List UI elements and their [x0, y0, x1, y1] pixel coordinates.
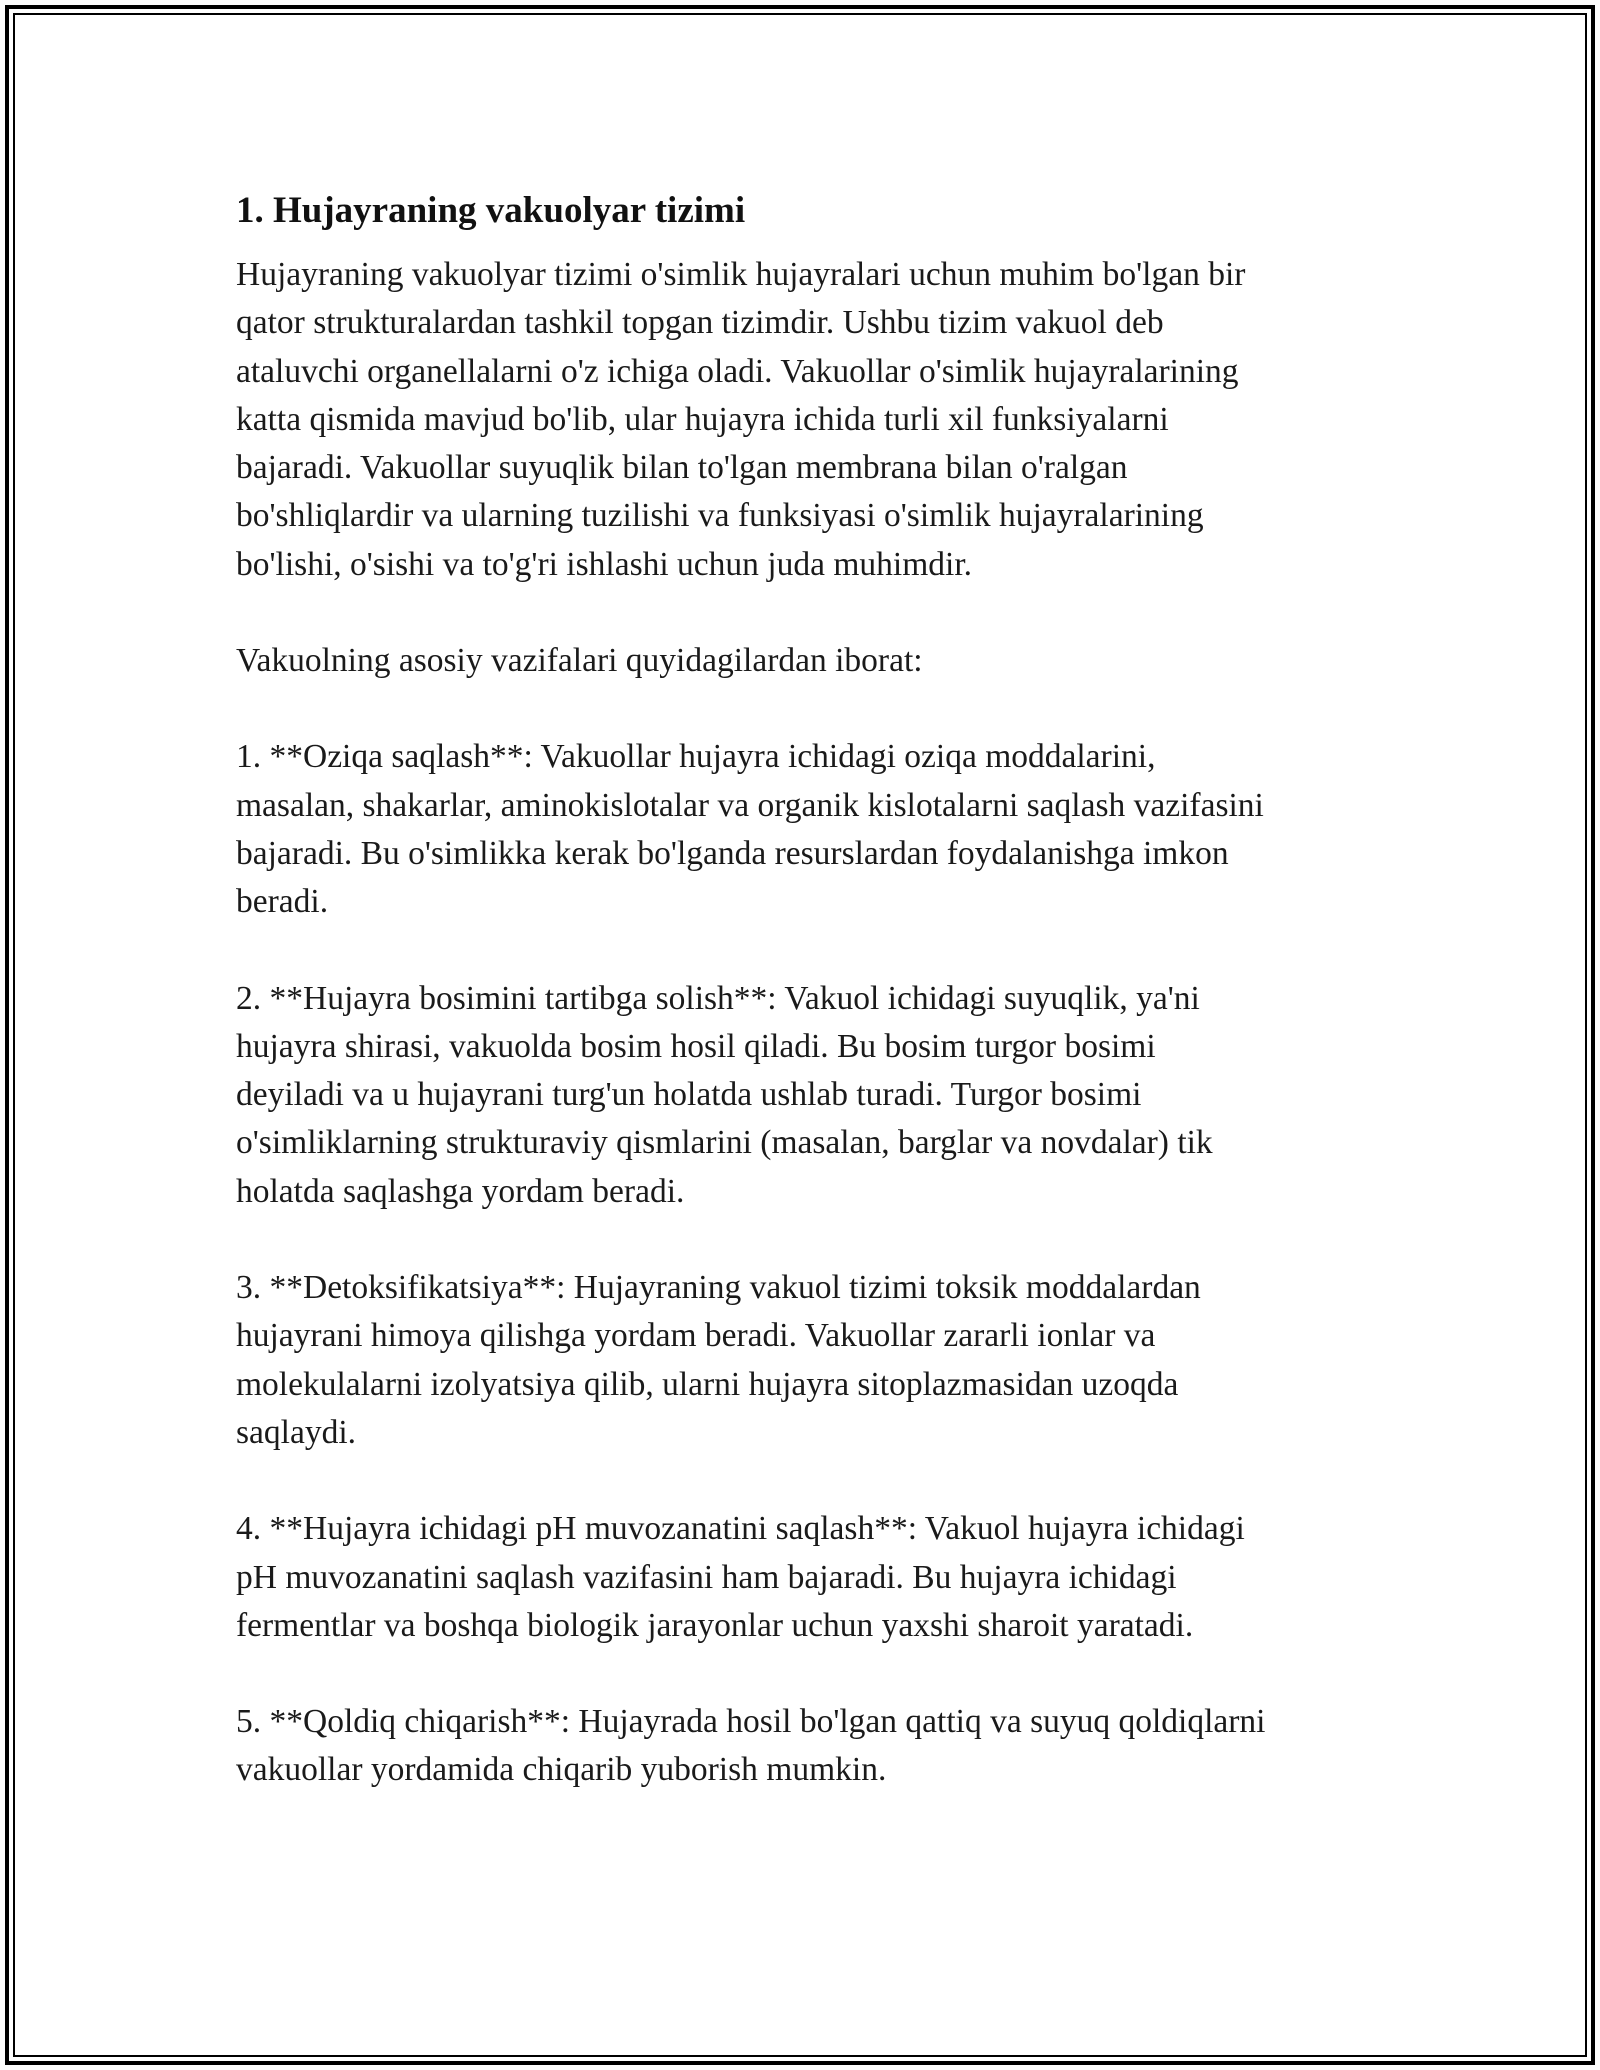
functions-intro-paragraph	[236, 637, 1386, 685]
list-item-line: hujayrani himoya qilishga yordam beradi. Vakuollar zararli ionlar va	[236, 1317, 1156, 1355]
document-body	[236, 185, 1386, 1843]
list-item-line: o'simliklarning strukturaviy qismlarini (masalan, barglar va novdalar) tik	[236, 1124, 1213, 1162]
list-item-1	[236, 733, 1386, 926]
list-item-line: hujayra shirasi, vakuolda bosim hosil qiladi. Bu bosim turgor bosimi	[236, 1027, 1156, 1065]
list-item-line: bajaradi. Bu o'simlikka kerak bo'lganda resurslardan foydalanishga imkon	[236, 834, 1229, 872]
intro-paragraph	[236, 251, 1386, 589]
intro-line: bajaradi. Vakuollar suyuqlik bilan to'lgan membrana bilan o'ralgan	[236, 449, 1128, 487]
intro-line: ataluvchi organellalarni o'z ichiga oladi. Vakuollar o'simlik hujayralarining	[236, 352, 1239, 390]
list-item-line: 4. **Hujayra ichidagi pH muvozanatini saqlash**: Vakuol hujayra ichidagi	[236, 1510, 1245, 1548]
intro-line: bo'lishi, o'sishi va to'g'ri ishlashi uchun juda muhimdir.	[236, 545, 973, 583]
list-item-line: holatda saqlashga yordam beradi.	[236, 1172, 685, 1210]
intro-line: katta qismida mavjud bo'lib, ular hujayra ichida turli xil funksiyalarni	[236, 400, 1169, 438]
functions-intro-line: Vakuolning asosiy vazifalari quyidagilardan iborat:	[236, 642, 923, 680]
list-item-line: molekulalarni izolyatsiya qilib, ularni hujayra sitoplazmasidan uzoqda	[236, 1365, 1179, 1403]
list-item-line: pH muvozanatini saqlash vazifasini ham bajaradi. Bu hujayra ichidagi	[236, 1558, 1177, 1596]
list-item-line: fermentlar va boshqa biologik jarayonlar uchun yaxshi sharoit yaratadi.	[236, 1606, 1194, 1644]
list-item-4	[236, 1505, 1386, 1650]
intro-line: Hujayraning vakuolyar tizimi o'simlik hujayralari uchun muhim bo'lgan bir	[236, 256, 1246, 293]
list-item-line: vakuollar yordamida chiqarib yuborish mumkin.	[236, 1751, 887, 1789]
intro-line: bo'shliqlardir va ularning tuzilishi va funksiyasi o'simlik hujayralarining	[236, 497, 1204, 535]
list-item-line: beradi.	[236, 883, 329, 921]
list-item-line: 3. **Detoksifikatsiya**: Hujayraning vakuol tizimi toksik moddalardan	[236, 1269, 1201, 1307]
list-item-3	[236, 1264, 1386, 1457]
list-item-line: deyiladi va u hujayrani turg'un holatda ushlab turadi. Turgor bosimi	[236, 1076, 1142, 1114]
section-heading: 1. Hujayraning vakuolyar tizimi	[236, 190, 746, 231]
list-item-line: 1. **Oziqa saqlash**: Vakuollar hujayra ichidagi oziqa moddalarini,	[236, 738, 1156, 776]
list-item-line: 5. **Qoldiq chiqarish**: Hujayrada hosil bo'lgan qattiq va suyuq qoldiqlarni	[236, 1703, 1266, 1741]
intro-line: qator strukturalardan tashkil topgan tizimdir. Ushbu tizim vakuol deb	[236, 304, 1164, 342]
list-item-line: 2. **Hujayra bosimini tartibga solish**: Vakuol ichidagi suyuqlik, ya'ni	[236, 979, 1200, 1017]
list-item-line: saqlaydi.	[236, 1413, 357, 1451]
list-item-5	[236, 1698, 1386, 1795]
list-item-line: masalan, shakarlar, aminokislotalar va organik kislotalarni saqlash vazifasini	[236, 786, 1264, 824]
list-item-2	[236, 975, 1386, 1216]
